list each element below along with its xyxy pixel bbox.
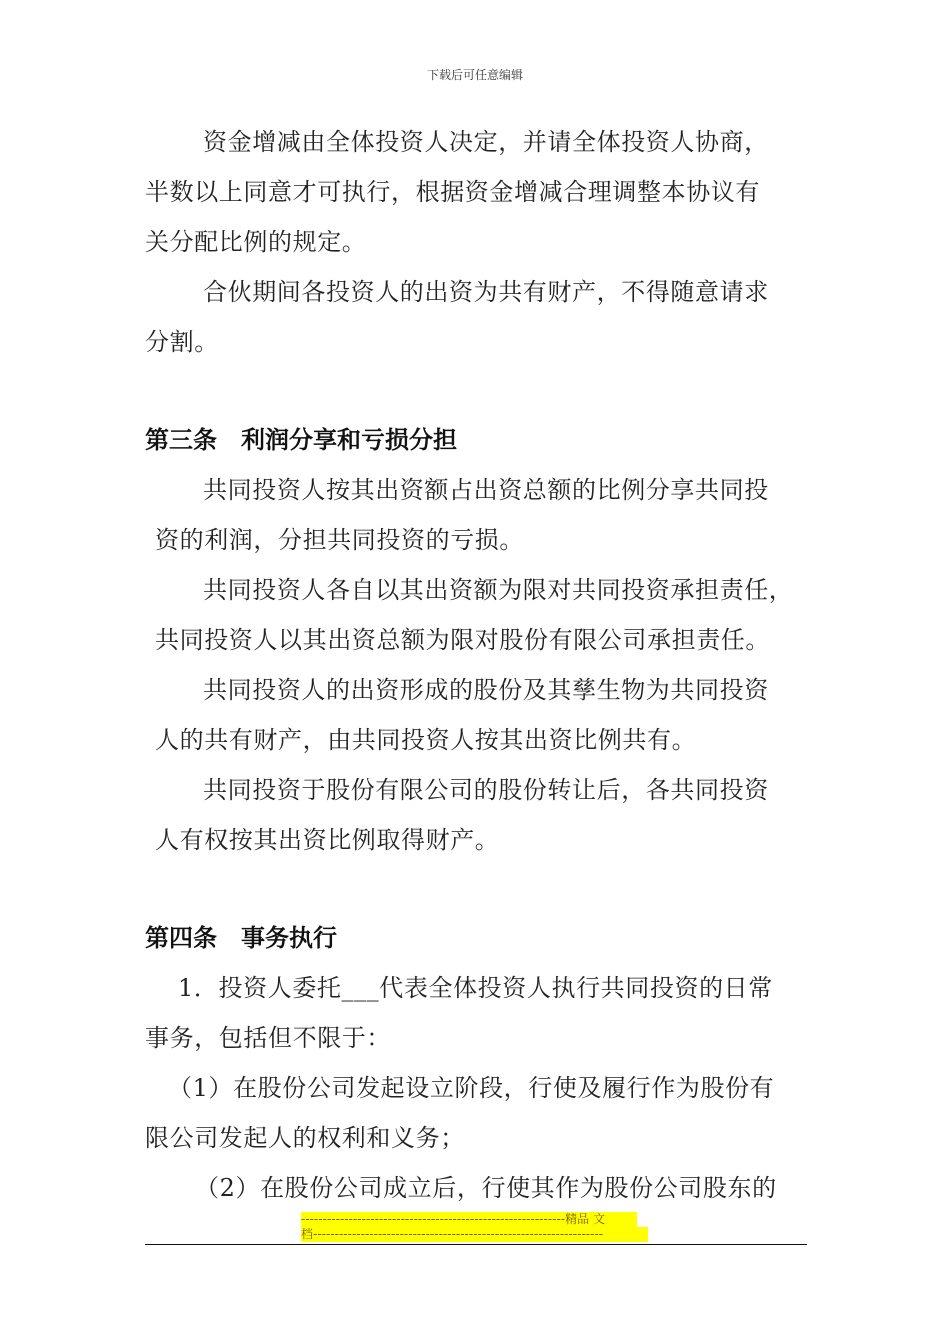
article-heading: 第四条 事务执行 bbox=[145, 924, 337, 952]
footer-divider bbox=[145, 1244, 807, 1245]
sub-item-line: 限公司发起人的权利和义务； bbox=[145, 1124, 465, 1152]
paragraph-line: 资的利润，分担共同投资的亏损。 bbox=[155, 526, 524, 554]
page-header: 下载后可任意编辑 bbox=[426, 68, 523, 82]
sub-item-line: （2）在股份公司成立后，行使其作为股份公司股东的 bbox=[195, 1174, 777, 1202]
list-item-line: 1．投资人委托___代表全体投资人执行共同投资的日常 bbox=[178, 974, 773, 1002]
footer-watermark-line: -------------------------------------------------------------精品 文 bbox=[301, 1212, 637, 1227]
list-item-line: 事务，包括但不限于： bbox=[145, 1024, 391, 1052]
paragraph-line: 共同投资人的出资形成的股份及其孳生物为共同投资 bbox=[203, 676, 769, 704]
sub-item-line: （1）在股份公司发起设立阶段，行使及履行作为股份有 bbox=[168, 1074, 775, 1102]
paragraph-line: 共同投资人各自以其出资额为限对共同投资承担责任， bbox=[203, 576, 794, 604]
paragraph-line: 共同投资于股份有限公司的股份转让后，各共同投资 bbox=[203, 776, 769, 804]
paragraph-line: 人有权按其出资比例取得财产。 bbox=[155, 826, 500, 854]
paragraph-line: 合伙期间各投资人的出资为共有财产，不得随意请求 bbox=[203, 278, 769, 306]
article-heading: 第三条 利润分享和亏损分担 bbox=[145, 426, 457, 454]
paragraph-line: 关分配比例的规定。 bbox=[145, 228, 367, 256]
footer-watermark-line: 档------------------------------------------------------------------- bbox=[301, 1227, 648, 1242]
paragraph-line: 人的共有财产，由共同投资人按其出资比例共有。 bbox=[155, 726, 697, 754]
paragraph-line: 资金增减由全体投资人决定，并请全体投资人协商， bbox=[203, 128, 769, 156]
paragraph-line: 共同投资人以其出资总额为限对股份有限公司承担责任。 bbox=[155, 626, 770, 654]
paragraph-line: 半数以上同意才可执行，根据资金增减合理调整本协议有 bbox=[145, 178, 760, 206]
paragraph-line: 分割。 bbox=[145, 328, 219, 356]
paragraph-line: 共同投资人按其出资额占出资总额的比例分享共同投 bbox=[203, 476, 769, 504]
